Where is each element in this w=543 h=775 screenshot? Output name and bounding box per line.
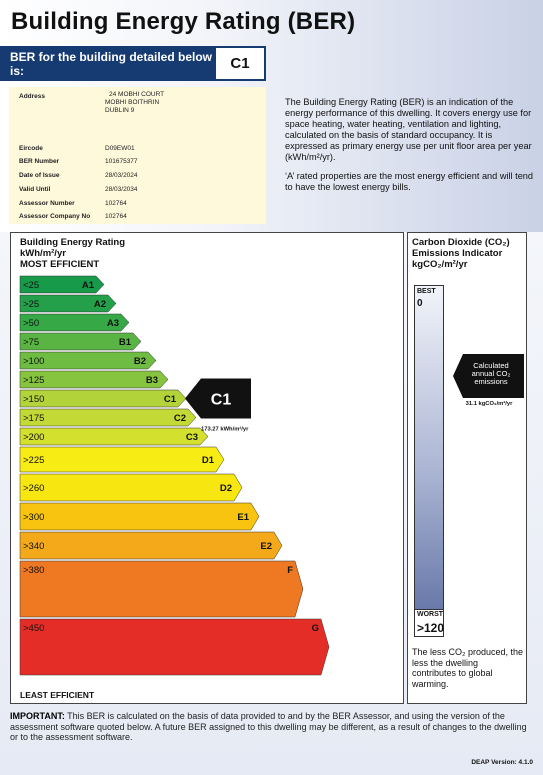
rating-band-shape <box>20 409 196 426</box>
rating-band-f <box>20 561 303 617</box>
rating-band-shape <box>20 619 329 675</box>
rating-band-grade: F <box>287 565 293 576</box>
rating-band-grade: A3 <box>106 318 119 329</box>
important-notice <box>10 711 530 743</box>
rating-band-range: >340 <box>23 541 45 552</box>
rating-band-grade: C3 <box>185 432 198 443</box>
date-issue-value: 28/03/2024 <box>105 172 138 179</box>
assessor-company-value: 102764 <box>105 213 127 220</box>
rating-band-range: >450 <box>23 623 45 634</box>
rating-band-grade: B1 <box>118 337 131 348</box>
rating-band-range: >25 <box>23 299 40 310</box>
assessor-number-value: 102764 <box>105 200 127 207</box>
co2-title-line-1: Carbon Dioxide (CO₂) <box>412 237 510 248</box>
best-value: 0 <box>417 298 423 309</box>
ber-number-label: BER Number <box>19 158 60 165</box>
rating-band-shape <box>20 390 186 407</box>
rating-band-shape <box>20 561 303 617</box>
rating-panel-unit: kWh/m²/yr <box>20 248 66 259</box>
co2-unit: kgCO₂/m²/yr <box>412 259 468 270</box>
co2-panel <box>407 232 527 704</box>
rating-band-b2 <box>20 352 156 369</box>
co2-value: 31.1 kgCO₂/m²/yr <box>465 401 513 407</box>
rating-band-range: >225 <box>23 455 45 466</box>
rating-band-shape <box>20 447 224 472</box>
rating-band-grade: G <box>311 623 319 634</box>
rating-band-grade: B3 <box>145 375 158 386</box>
ber-for-label: BER for the building detailed below is: <box>0 46 214 81</box>
ber-number-value: 101675377 <box>105 158 138 165</box>
worst-label: WORST <box>417 611 444 618</box>
rating-band-shape <box>20 532 282 559</box>
rating-band-range: >150 <box>23 394 45 405</box>
rating-band-grade: D1 <box>201 455 214 466</box>
page-title: Building Energy Rating (BER) <box>11 8 356 35</box>
rating-band-a1 <box>20 276 104 293</box>
rating-band-c2 <box>20 409 196 426</box>
intro-paragraph-2: ‘A’ rated properties are the most energy efficient and will tend to have the lowest energy bills. <box>285 171 534 192</box>
valid-until-value: 28/03/2034 <box>105 186 138 193</box>
rating-band-e1 <box>20 503 259 530</box>
address-line-2: MOBHI BOITHRIN <box>105 99 160 106</box>
rating-band-range: >200 <box>23 432 45 443</box>
rating-band-d2 <box>20 474 242 501</box>
address-label: Address <box>19 93 46 100</box>
worst-box <box>414 609 444 637</box>
eircode-value: D09EW01 <box>105 145 135 152</box>
rating-band-range: >125 <box>23 375 45 386</box>
rating-band-range: >100 <box>23 356 45 367</box>
eircode-label: Eircode <box>19 145 43 152</box>
rating-band-g <box>20 619 329 675</box>
co2-arrow-text-3: emissions <box>474 377 508 386</box>
most-efficient-label: MOST EFFICIENT <box>20 259 100 270</box>
rating-band-range: <25 <box>23 280 40 291</box>
rating-band-range: >300 <box>23 512 45 523</box>
rating-bands <box>11 233 403 703</box>
rating-band-range: >175 <box>23 413 45 424</box>
address-line-3: DUBLIN 9 <box>105 107 135 114</box>
date-issue-label: Date of Issue <box>19 172 60 179</box>
co2-scale-bar <box>414 285 444 633</box>
building-details <box>9 87 266 224</box>
rating-band-d1 <box>20 447 224 472</box>
address-line-1: 24 MOBHI COURT <box>109 91 165 98</box>
rating-band-range: >50 <box>23 318 40 329</box>
rating-band-shape <box>20 503 259 530</box>
rating-band-grade: D2 <box>219 483 232 494</box>
important-label: IMPORTANT: <box>10 711 65 721</box>
rating-panel-title: Building Energy Rating <box>20 237 126 248</box>
rating-band-grade: B2 <box>133 356 146 367</box>
rating-band-range: >260 <box>23 483 45 494</box>
current-rating-grade: C1 <box>210 391 232 409</box>
rating-band-grade: E1 <box>237 512 249 523</box>
rating-band-shape <box>20 428 208 445</box>
rating-band-grade: E2 <box>260 541 272 552</box>
ber-intro-text <box>285 97 535 201</box>
ber-grade-box: C1 <box>214 46 266 81</box>
co2-footer-text: The less CO₂ produced, the less the dwelling contributes to global warming. <box>412 647 524 689</box>
co2-title-line-2: Emissions Indicator <box>412 248 503 259</box>
co2-arrow-text <box>462 362 520 386</box>
valid-until-label: Valid Until <box>19 186 51 193</box>
rating-band-grade: A2 <box>93 299 106 310</box>
rating-band-shape <box>20 474 242 501</box>
rating-band-b3 <box>20 371 168 388</box>
energy-rating-panel <box>10 232 404 704</box>
co2-arrow-text-1: Calculated <box>473 361 509 370</box>
rating-band-a3 <box>20 314 129 331</box>
best-label: BEST <box>417 288 436 295</box>
rating-band-grade: C1 <box>163 394 176 405</box>
least-efficient-label: LEAST EFFICIENT <box>20 690 95 700</box>
assessor-number-label: Assessor Number <box>19 200 75 207</box>
current-rating-value: 173.27 kWh/m²/yr <box>201 426 249 433</box>
rating-band-range: >380 <box>23 565 45 576</box>
intro-paragraph-1: The Building Energy Rating (BER) is an indication of the energy performance of this dwelling. It covers energy use for space heating, water heating, ventilation and lighting, calculated on the basis of standard occupancy. It is expressed as primary energy use per unit floor area per year (kWh/m²/yr). <box>285 97 532 162</box>
rating-band-b1 <box>20 333 141 350</box>
rating-band-grade: C2 <box>173 413 186 424</box>
rating-band-a2 <box>20 295 116 312</box>
rating-band-range: >75 <box>23 337 40 348</box>
rating-band-c1 <box>20 390 186 407</box>
worst-value: >120 <box>417 621 445 635</box>
rating-band-grade: A1 <box>81 280 94 291</box>
co2-panel-heading <box>412 237 526 270</box>
important-text: This BER is calculated on the basis of data provided to and by the BER Assessor, and using the version of the assessment software quoted below. A future BER assigned to this dwelling may be different, as a result of changes to the dwelling or to the assessment software. <box>10 711 527 742</box>
rating-band-e2 <box>20 532 282 559</box>
current-rating-arrow <box>185 379 251 433</box>
assessor-company-label: Assessor Company No <box>19 213 91 220</box>
address-value <box>105 91 164 115</box>
co2-arrow-text-2: annual CO₂ <box>471 369 511 378</box>
deap-version: DEAP Version: 4.1.0 <box>471 759 533 766</box>
rating-band-c3 <box>20 428 208 445</box>
